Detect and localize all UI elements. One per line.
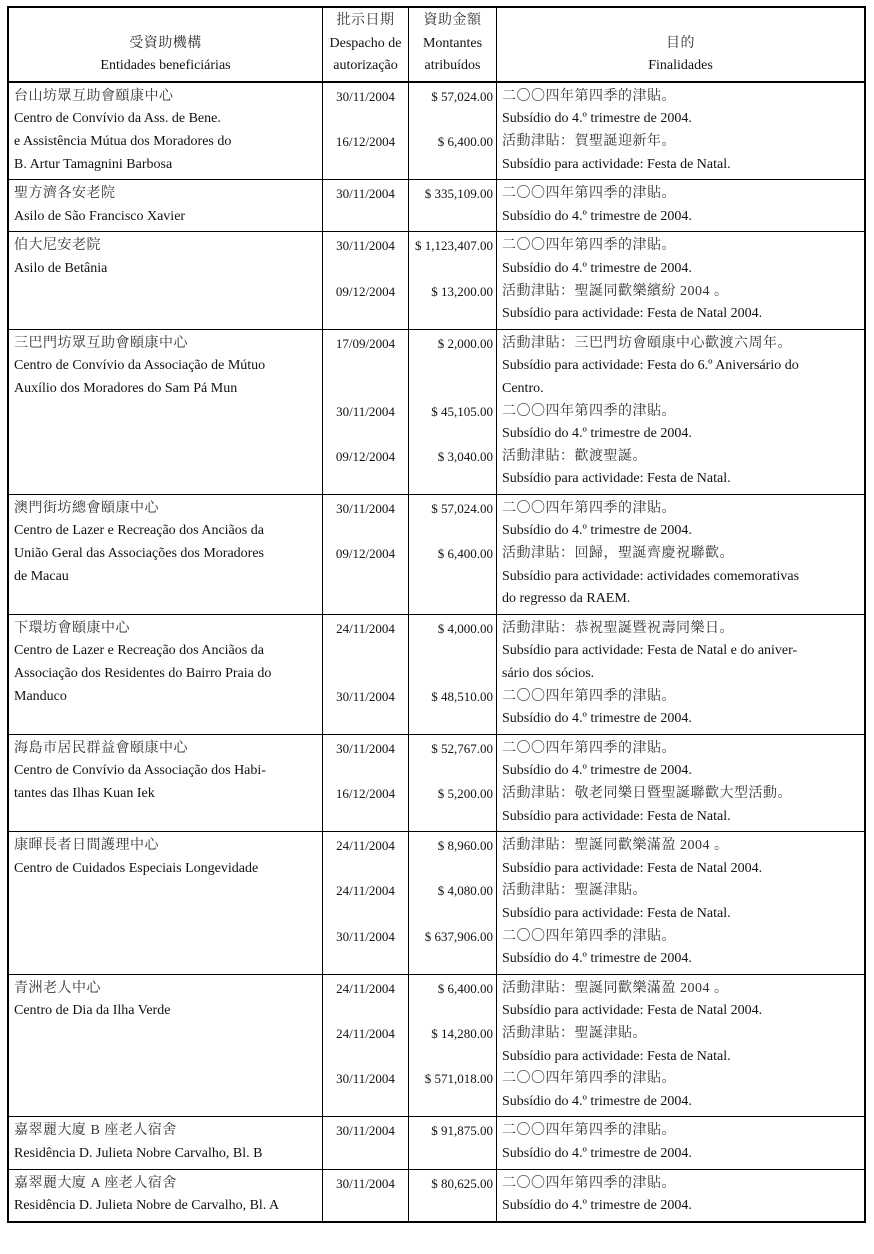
approval-date: 24/11/2004 [336, 1025, 395, 1041]
blank-line [409, 206, 493, 229]
purpose-line: Subsídio do 4.º trimestre de 2004. [502, 523, 692, 539]
purpose-line: Subsídio para actividade: Festa de Natal. [502, 905, 731, 921]
purpose-cell [497, 974, 866, 1117]
approval-date: 24/11/2004 [336, 620, 395, 636]
approval-date: 30/11/2004 [336, 1123, 395, 1139]
purpose-line: 二〇〇四年第四季的津貼。 [502, 688, 676, 704]
header-date-zh: 批示日期 [336, 13, 395, 28]
approval-date: 30/11/2004 [336, 1175, 395, 1191]
approval-date: 30/11/2004 [336, 688, 395, 704]
entity-name-line: Centro de Cuidados Especiais Longevidade [14, 860, 259, 876]
approval-date: 24/11/2004 [336, 838, 395, 854]
entity-name-line: 青洲老人中心 [14, 980, 101, 996]
blank-line [409, 355, 493, 378]
amount-value: $ 1,123,407.00 [415, 238, 493, 254]
blank-line [323, 1195, 408, 1218]
entity-name-line: 下環坊會頤康中心 [14, 620, 130, 636]
blank-line [323, 1046, 408, 1069]
date-cell [323, 180, 409, 232]
entity-cell [8, 1169, 323, 1222]
blank-line [409, 378, 493, 401]
header-amount [409, 7, 497, 82]
purpose-line: sário dos sócios. [502, 666, 595, 682]
blank-line [409, 108, 493, 131]
entity-name-line: Centro de Lazer e Recreação dos Anciãos da [14, 643, 264, 659]
approval-date: 09/12/2004 [335, 546, 396, 562]
amount-value: $ 8,960.00 [437, 838, 493, 854]
blank-line [323, 154, 408, 177]
blank-line [323, 708, 408, 731]
amount-value: $ 571,018.00 [424, 1071, 493, 1087]
amount-cell [409, 180, 497, 232]
blank-line [323, 355, 408, 378]
blank-line [409, 858, 493, 881]
approval-date: 09/12/2004 [335, 448, 396, 464]
amount-value: $ 48,510.00 [431, 688, 493, 704]
amount-cell [409, 494, 497, 614]
amount-cell [409, 614, 497, 734]
entity-name-line: Manduco [14, 688, 67, 704]
purpose-line: 活動津貼：賀聖誕迎新年。 [502, 133, 676, 149]
entity-name-line: União Geral das Associações dos Moradores [14, 546, 264, 562]
approval-date: 30/11/2004 [336, 186, 395, 202]
blank-line [323, 903, 408, 926]
blank-line [409, 588, 493, 611]
blank-line [409, 423, 493, 446]
entity-name-line: Auxílio dos Moradores do Sam Pá Mun [14, 380, 238, 396]
entity-name-line: Centro de Dia da Ilha Verde [14, 1003, 171, 1019]
purpose-line: Subsídio para actividade: Festa de Natal. [502, 156, 731, 172]
purpose-cell [497, 82, 866, 180]
blank-line [323, 258, 408, 281]
blank-line [323, 423, 408, 446]
approval-date: 30/11/2004 [336, 740, 395, 756]
header-date-pt-1: Despacho de [329, 35, 402, 51]
purpose-line: Subsídio para actividade: actividades comemorativas [502, 568, 800, 584]
purpose-line: 二〇〇四年第四季的津貼。 [502, 238, 676, 254]
entity-cell [8, 82, 323, 180]
table-row [8, 82, 865, 180]
entity-cell [8, 1117, 323, 1169]
purpose-line: 活動津貼：聖誕津貼。 [502, 883, 647, 899]
blank-line [409, 1091, 493, 1114]
table-row [8, 832, 865, 975]
entity-name-line: 台山坊眾互助會頤康中心 [14, 88, 174, 104]
purpose-line: 二〇〇四年第四季的津貼。 [502, 1123, 676, 1139]
purpose-line: Subsídio do 4.º trimestre de 2004. [502, 1198, 692, 1214]
date-cell [323, 82, 409, 180]
purpose-line: Subsídio para actividade: Festa de Natal 2004. [502, 860, 763, 876]
entity-name-line: Asilo de Betânia [14, 260, 108, 276]
header-entity [8, 7, 323, 82]
purpose-line: Subsídio para actividade: Festa do 6.º Aniversário do [502, 358, 799, 374]
blank-line [409, 154, 493, 177]
blank-line [409, 1143, 493, 1166]
approval-date: 30/11/2004 [336, 238, 395, 254]
entity-cell [8, 329, 323, 494]
entity-name-line: tantes das Ilhas Kuan Iek [14, 786, 155, 801]
table-row [8, 232, 865, 329]
table-header-row [8, 7, 865, 82]
purpose-cell [497, 734, 866, 831]
approval-date: 17/09/2004 [335, 335, 396, 351]
blank-line [409, 1195, 493, 1218]
purpose-line: Subsídio do 4.º trimestre de 2004. [502, 763, 692, 779]
blank-line [323, 640, 408, 663]
amount-value: $ 45,105.00 [431, 403, 493, 419]
purpose-cell [497, 1169, 866, 1222]
approval-date: 30/11/2004 [336, 500, 395, 516]
entity-name-line: 澳門街坊總會頤康中心 [14, 500, 159, 516]
purpose-line: 活動津貼：聖誕津貼。 [502, 1025, 647, 1041]
amount-cell [409, 329, 497, 494]
purpose-line: 活動津貼：敬老同樂日暨聖誕聯歡大型活動。 [502, 786, 792, 801]
purpose-line: 二〇〇四年第四季的津貼。 [502, 186, 676, 202]
amount-cell [409, 82, 497, 180]
blank-line [409, 948, 493, 971]
entity-name-line: B. Artur Tamagnini Barbosa [14, 156, 173, 172]
entity-name-line: 康暉長者日間護理中心 [14, 838, 159, 854]
approval-date: 30/11/2004 [336, 403, 395, 419]
entity-cell [8, 734, 323, 831]
amount-value: $ 3,040.00 [437, 448, 493, 464]
entity-cell [8, 614, 323, 734]
date-cell [323, 614, 409, 734]
date-cell [323, 232, 409, 329]
purpose-line: 二〇〇四年第四季的津貼。 [502, 500, 676, 516]
date-cell [323, 1117, 409, 1169]
purpose-line: 二〇〇四年第四季的津貼。 [502, 1175, 676, 1191]
purpose-line: Subsídio para actividade: Festa de Natal 2004. [502, 1003, 763, 1019]
purpose-line: 活動津貼：三巴門坊會頤康中心歡渡六周年。 [502, 335, 792, 351]
amount-value: $ 13,200.00 [431, 283, 493, 299]
amount-value: $ 57,024.00 [431, 88, 493, 104]
entity-name-line: 伯大尼安老院 [14, 238, 101, 254]
amount-cell [409, 232, 497, 329]
blank-line [323, 206, 408, 229]
approval-date: 30/11/2004 [336, 88, 395, 104]
purpose-line: Subsídio do 4.º trimestre de 2004. [502, 1093, 692, 1109]
entity-name-line: Centro de Convívio da Ass. de Bene. [14, 111, 221, 127]
amount-cell [409, 832, 497, 975]
blank-line [409, 520, 493, 543]
amount-value: $ 5,200.00 [437, 786, 493, 801]
purpose-line: 活動津貼：歡渡聖誕。 [502, 448, 647, 464]
purpose-line: Subsídio para actividade: Festa de Natal e do aniver- [502, 643, 798, 659]
amount-value: $ 6,400.00 [437, 133, 493, 149]
purpose-line: 活動津貼：聖誕同歡樂繽紛 2004 。 [502, 283, 729, 299]
header-entity-pt: Entidades beneficiárias [100, 58, 231, 74]
blank-line [323, 663, 408, 686]
purpose-line: Subsídio para actividade: Festa de Natal. [502, 471, 731, 487]
date-cell [323, 329, 409, 494]
date-cell [323, 494, 409, 614]
purpose-line: Subsídio do 4.º trimestre de 2004. [502, 951, 692, 967]
table-row [8, 614, 865, 734]
table-row [8, 1169, 865, 1222]
entity-name-line: 聖方濟各安老院 [14, 186, 116, 202]
date-cell [323, 974, 409, 1117]
purpose-line: 二〇〇四年第四季的津貼。 [502, 928, 676, 944]
entity-name-line: 嘉翠麗大廈 A 座老人宿舍 [14, 1175, 177, 1191]
purpose-line: 二〇〇四年第四季的津貼。 [502, 88, 676, 104]
amount-cell [409, 1169, 497, 1222]
purpose-line: Centro. [502, 380, 544, 396]
blank-line [323, 520, 408, 543]
header-purpose [497, 7, 866, 82]
amount-cell [409, 974, 497, 1117]
entity-name-line: Asilo de São Francisco Xavier [14, 208, 186, 224]
header-date-pt-2: autorização [333, 58, 398, 74]
table-row [8, 974, 865, 1117]
blank-line [409, 258, 493, 281]
purpose-line: 活動津貼：恭祝聖誕暨祝壽同樂日。 [502, 620, 734, 636]
entity-name-line: e Assistência Mútua dos Moradores do [14, 133, 232, 149]
amount-cell [409, 1117, 497, 1169]
purpose-line: Subsídio para actividade: Festa de Natal 2004. [502, 306, 763, 322]
purpose-line: Subsídio do 4.º trimestre de 2004. [502, 426, 692, 442]
amount-value: $ 335,109.00 [424, 186, 493, 202]
blank-line [323, 468, 408, 491]
subsidy-table [7, 6, 866, 1223]
approval-date: 30/11/2004 [336, 1071, 395, 1087]
blank-line [409, 760, 493, 783]
amount-cell [409, 734, 497, 831]
blank-line [409, 566, 493, 589]
entity-name-line: de Macau [14, 568, 69, 584]
blank-line [323, 1143, 408, 1166]
blank-line [409, 1000, 493, 1023]
purpose-line: 二〇〇四年第四季的津貼。 [502, 1071, 676, 1087]
header-entity-zh: 受資助機構 [129, 35, 202, 51]
blank-line [323, 760, 408, 783]
date-cell [323, 734, 409, 831]
entity-cell [8, 180, 323, 232]
purpose-cell [497, 232, 866, 329]
blank-line [409, 663, 493, 686]
entity-name-line: Centro de Convívio da Associação dos Habi- [14, 763, 266, 779]
blank-line [409, 1046, 493, 1069]
entity-name-line: Centro de Convívio da Associação de Mútuo [14, 358, 266, 374]
amount-value: $ 2,000.00 [437, 335, 493, 351]
blank-line [323, 303, 408, 326]
blank-line [323, 566, 408, 589]
header-date [323, 7, 409, 82]
blank-line [323, 378, 408, 401]
header-amount-pt-2: atribuídos [424, 58, 481, 74]
entity-name-line: 海島市居民群益會頤康中心 [14, 740, 188, 756]
purpose-line: 活動津貼：聖誕同歡樂滿盈 2004 。 [502, 838, 729, 854]
purpose-line: Subsídio do 4.º trimestre de 2004. [502, 111, 692, 127]
purpose-line: Subsídio do 4.º trimestre de 2004. [502, 1145, 692, 1161]
purpose-cell [497, 614, 866, 734]
purpose-cell [497, 180, 866, 232]
amount-value: $ 4,080.00 [437, 883, 493, 899]
entity-cell [8, 974, 323, 1117]
blank-line [409, 303, 493, 326]
purpose-line: 二〇〇四年第四季的津貼。 [502, 740, 676, 756]
approval-date: 16/12/2004 [335, 133, 396, 149]
amount-value: $ 14,280.00 [431, 1025, 493, 1041]
entity-name-line: Associação dos Residentes do Bairro Praia do [14, 666, 272, 682]
blank-line [323, 588, 408, 611]
date-cell [323, 1169, 409, 1222]
approval-date: 16/12/2004 [335, 786, 396, 801]
table-row [8, 180, 865, 232]
entity-name-line: Centro de Lazer e Recreação dos Anciãos da [14, 523, 264, 539]
amount-value: $ 91,875.00 [431, 1123, 493, 1139]
blank-line [409, 640, 493, 663]
header-amount-zh: 資助金額 [423, 13, 482, 28]
purpose-cell [497, 329, 866, 494]
entity-cell [8, 494, 323, 614]
header-amount-pt-1: Montantes [422, 35, 483, 51]
approval-date: 09/12/2004 [335, 283, 396, 299]
purpose-line: Subsídio para actividade: Festa de Natal. [502, 808, 731, 824]
date-cell [323, 832, 409, 975]
table-row [8, 1117, 865, 1169]
entity-cell [8, 832, 323, 975]
blank-line [409, 806, 493, 829]
approval-date: 24/11/2004 [336, 980, 395, 996]
purpose-line: Subsídio do 4.º trimestre de 2004. [502, 260, 692, 276]
amount-value: $ 6,400.00 [437, 546, 493, 562]
blank-line [323, 108, 408, 131]
approval-date: 30/11/2004 [336, 928, 395, 944]
amount-value: $ 637,906.00 [424, 928, 493, 944]
blank-line [409, 708, 493, 731]
entity-name-line: Residência D. Julieta Nobre de Carvalho, Bl. A [14, 1198, 280, 1214]
approval-date: 24/11/2004 [336, 883, 395, 899]
amount-value: $ 6,400.00 [437, 980, 493, 996]
purpose-line: do regresso da RAEM. [502, 591, 631, 607]
amount-value: $ 80,625.00 [431, 1175, 493, 1191]
blank-line [323, 858, 408, 881]
blank-line [409, 468, 493, 491]
purpose-line: 活動津貼：聖誕同歡樂滿盈 2004 。 [502, 980, 729, 996]
purpose-cell [497, 832, 866, 975]
purpose-line: 二〇〇四年第四季的津貼。 [502, 403, 676, 419]
blank-line [409, 903, 493, 926]
purpose-cell [497, 1117, 866, 1169]
blank-line [323, 806, 408, 829]
entity-name-line: 嘉翠麗大廈 B 座老人宿舍 [14, 1123, 177, 1139]
header-purpose-pt: Finalidades [648, 58, 713, 74]
purpose-line: Subsídio do 4.º trimestre de 2004. [502, 208, 692, 224]
table-row [8, 329, 865, 494]
table-row [8, 734, 865, 831]
purpose-line: Subsídio para actividade: Festa de Natal. [502, 1048, 731, 1064]
blank-line [323, 1000, 408, 1023]
purpose-cell [497, 494, 866, 614]
blank-line [323, 1091, 408, 1114]
amount-value: $ 52,767.00 [431, 740, 493, 756]
amount-value: $ 4,000.00 [437, 620, 493, 636]
amount-value: $ 57,024.00 [431, 500, 493, 516]
entity-name-line: Residência D. Julieta Nobre Carvalho, Bl. B [14, 1145, 263, 1161]
blank-line [323, 948, 408, 971]
table-row [8, 494, 865, 614]
entity-name-line: 三巴門坊眾互助會頤康中心 [14, 335, 188, 351]
entity-cell [8, 232, 323, 329]
purpose-line: 活動津貼：回歸，聖誕齊慶祝聯歡。 [502, 546, 734, 562]
purpose-line: Subsídio do 4.º trimestre de 2004. [502, 711, 692, 727]
header-purpose-zh: 目的 [666, 35, 695, 51]
